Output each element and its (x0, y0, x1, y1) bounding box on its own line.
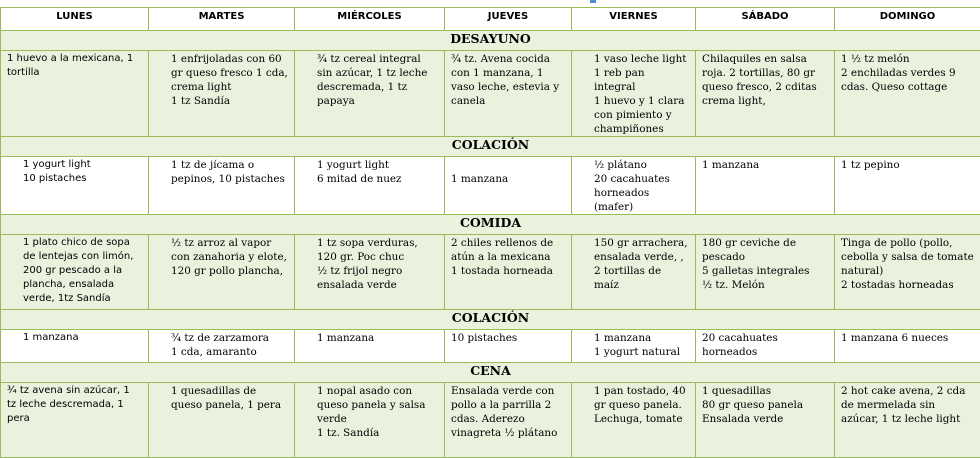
section-header-row (1, 137, 980, 157)
meal-cell: 1 manzana (295, 330, 445, 363)
meal-cell: Chilaquiles en salsa roja. 2 tortillas, 80 gr queso fresco, 2 cditas crema light, (696, 51, 835, 137)
meal-cell: ½ tz arroz al vapor con zanahoria y elote, 120 gr pollo plancha, (149, 235, 295, 310)
meal-cell: 1 manzana (445, 157, 572, 215)
meal-cell: 1 pan tostado, 40 gr queso panela. Lechuga, tomate (572, 383, 696, 458)
meal-cell: ¾ tz cereal integral sin azúcar, 1 tz leche descremada, 1 tz papaya (295, 51, 445, 137)
meal-cell: 180 gr ceviche de pescado 5 galletas integrales ½ tz. Melón (696, 235, 835, 310)
meal-cell: 1 vaso leche light 1 reb pan integral 1 huevo y 1 clara con pimiento y champiñones (572, 51, 696, 137)
meal-cell: 1 manzana 1 yogurt natural (572, 330, 696, 363)
meal-cell: Ensalada verde con pollo a la parrilla 2 cdas. Aderezo vinagreta ½ plátano (445, 383, 572, 458)
meal-cell: 1 tz sopa verduras, 120 gr. Poc chuc ½ tz frijol negro ensalada verde (295, 235, 445, 310)
meal-cell: 1 quesadillas 80 gr queso panela Ensalada verde (696, 383, 835, 458)
meal-cell: 1 manzana (696, 157, 835, 215)
meal-cell: 150 gr arrachera, ensalada verde, , 2 tortillas de maíz (572, 235, 696, 310)
meal-cell: 1 nopal asado con queso panela y salsa verde 1 tz. Sandía (295, 383, 445, 458)
meal-cell: 2 hot cake avena, 2 cda de mermelada sin azúcar, 1 tz leche light (835, 383, 980, 458)
section-header-row (1, 31, 980, 51)
day-header: LUNES (1, 8, 149, 31)
section-title: CENA (1, 363, 980, 383)
meal-cell: 1 yogurt light 6 mitad de nuez (295, 157, 445, 215)
meal-cell: 1 huevo a la mexicana, 1 tortilla (1, 51, 149, 137)
section-header-row (1, 363, 980, 383)
meal-plan-table (0, 7, 980, 458)
top-strip (0, 0, 980, 3)
meal-cell: Tinga de pollo (pollo, cebolla y salsa de tomate natural) 2 tostadas horneadas (835, 235, 980, 310)
meal-cell: ¾ tz de zarzamora 1 cda, amaranto (149, 330, 295, 363)
meal-row (1, 157, 980, 215)
meal-cell: 1 ½ tz melón 2 enchiladas verdes 9 cdas. Queso cottage (835, 51, 980, 137)
day-header: MARTES (149, 8, 295, 31)
meal-cell: 1 tz pepino (835, 157, 980, 215)
meal-cell: 20 cacahuates horneados (696, 330, 835, 363)
section-header-row (1, 215, 980, 235)
meal-cell: 1 manzana (1, 330, 149, 363)
meal-cell: 1 plato chico de sopa de lentejas con limón, 200 gr pescado a la plancha, ensalada verde, 1tz Sandía (1, 235, 149, 310)
meal-row (1, 235, 980, 310)
meal-cell: 2 chiles rellenos de atún a la mexicana 1 tostada horneada (445, 235, 572, 310)
section-title: COLACIÓN (1, 310, 980, 330)
meal-cell: ½ plátano 20 cacahuates horneados (mafer) (572, 157, 696, 215)
day-header-row (1, 8, 980, 31)
meal-row (1, 383, 980, 458)
day-header: SÁBADO (696, 8, 835, 31)
day-header: DOMINGO (835, 8, 980, 31)
meal-cell: 1 tz de jícama o pepinos, 10 pistaches (149, 157, 295, 215)
day-header: MIÉRCOLES (295, 8, 445, 31)
meal-cell: 1 manzana 6 nueces (835, 330, 980, 363)
scroll-marker (590, 0, 596, 3)
meal-cell: ¾ tz avena sin azúcar, 1 tz leche descremada, 1 pera (1, 383, 149, 458)
section-title: COLACIÓN (1, 137, 980, 157)
meal-cell: 1 quesadillas de queso panela, 1 pera (149, 383, 295, 458)
meal-cell: 1 enfrijoladas con 60 gr queso fresco 1 cda, crema light 1 tz Sandía (149, 51, 295, 137)
day-header: JUEVES (445, 8, 572, 31)
section-title: COMIDA (1, 215, 980, 235)
meal-cell: 1 yogurt light 10 pistaches (1, 157, 149, 215)
day-header: VIERNES (572, 8, 696, 31)
meal-row (1, 51, 980, 137)
meal-cell: 10 pistaches (445, 330, 572, 363)
meal-row (1, 330, 980, 363)
section-title: DESAYUNO (1, 31, 980, 51)
meal-cell: ¾ tz. Avena cocida con 1 manzana, 1 vaso leche, estevia y canela (445, 51, 572, 137)
section-header-row (1, 310, 980, 330)
